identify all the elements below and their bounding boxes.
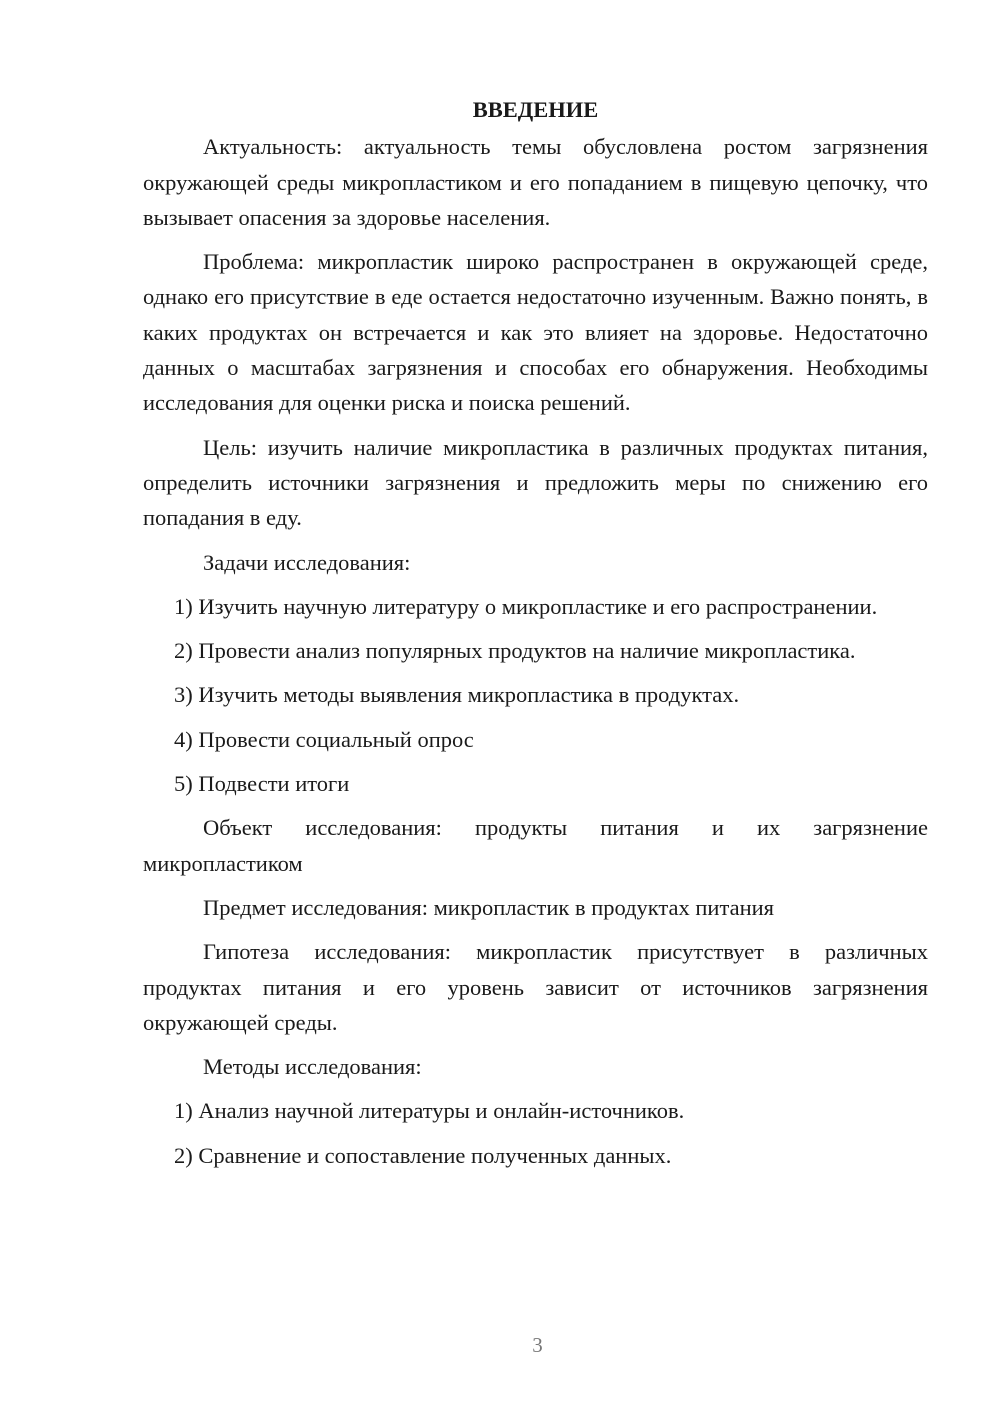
- relevance-paragraph: Актуальность: актуальность темы обусловлена ростом загрязнения окружающей среды микропластиком и его попаданием в пищевую цепочку, что вызывает опасения за здоровье населения.: [143, 134, 928, 230]
- tasks-heading: Задачи исследования:: [203, 549, 411, 575]
- problem-paragraph: Проблема: микропластик широко распространен в окружающей среде, однако его присутствие в еде остается недостаточно изученным. Важно понять, в каких продуктах он встречается и как это влияет на здоровье. Недостаточно данных о масштабах загрязнения и способах его обнаружения. Необходимы исследования для оценки риска и поиска решений.: [143, 249, 928, 416]
- goal-paragraph: Цель: изучить наличие микропластика в различных продуктах питания, определить источники загрязнения и предложить меры по снижению его попадания в еду.: [143, 434, 928, 531]
- task-item-1: 1) Изучить научную литературу о микропластике и его распространении.: [174, 593, 878, 619]
- task-item-4: 4) Провести социальный опрос: [174, 726, 474, 752]
- subject-paragraph: Предмет исследования: микропластик в продуктах питания: [203, 894, 775, 920]
- method-item-1: 1) Анализ научной литературы и онлайн-источников.: [174, 1098, 685, 1124]
- task-item-5: 5) Подвести итоги: [174, 771, 350, 797]
- page-content: [143, 92, 928, 1182]
- task-item-3: 3) Изучить методы выявления микропластика в продуктах.: [174, 682, 740, 708]
- method-item-2: 2) Сравнение и сопоставление полученных данных.: [174, 1142, 672, 1168]
- page-number: 3: [532, 1333, 543, 1357]
- section-title: ВВЕДЕНИЕ: [472, 97, 599, 122]
- methods-heading: Методы исследования:: [203, 1054, 422, 1080]
- task-item-2: 2) Провести анализ популярных продуктов на наличие микропластика.: [174, 638, 856, 664]
- object-paragraph: Объект исследования: продукты питания и их загрязнение микропластиком: [143, 815, 928, 876]
- hypothesis-paragraph: Гипотеза исследования: микропластик присутствует в различных продуктах питания и его уровень зависит от источников загрязнения окружающей среды.: [143, 939, 928, 1035]
